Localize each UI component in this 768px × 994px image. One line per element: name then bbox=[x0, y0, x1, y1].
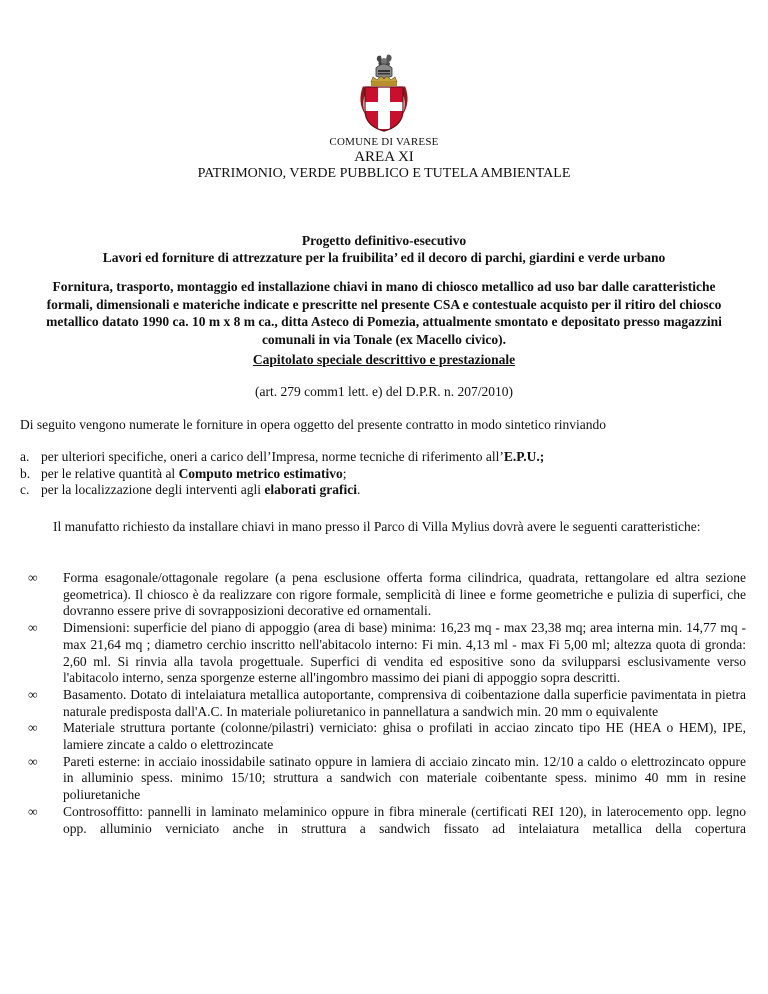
feature-text: Materiale struttura portante (colonne/pilastri) verniciato: ghisa o profilati in acciao zincato tipo HE (HEA o HEM), IPE, lamiere zincate a caldo o elettrozincate bbox=[63, 720, 746, 753]
list-bold-term: Computo metrico estimativo bbox=[178, 465, 343, 481]
list-after: . bbox=[357, 482, 361, 497]
list-text: per le relative quantità al bbox=[41, 465, 179, 481]
feature-text: Pareti esterne: in acciaio inossidabile satinato oppure in lamiera di acciaio zincato min. 12/10 a caldo o elettrozincato oppure in alluminio spess. minimo 15/10; struttura a sandwich con materiale coibentante spess. minimo 40 mm in resine poliuretaniche bbox=[63, 753, 746, 803]
infinity-bullet-icon: ∞ bbox=[28, 753, 38, 769]
project-subtitle: Lavori ed forniture di attrezzature per la fruibilita’ ed il decoro di parchi, giardini e verde urbano bbox=[102, 250, 666, 265]
feature-item bbox=[20, 620, 746, 687]
infinity-bullet-icon: ∞ bbox=[28, 686, 38, 702]
project-title: Progetto definitivo-esecutivo bbox=[301, 233, 467, 248]
feature-text: Dimensioni: superficie del piano di appoggio (area di base) minima: 16,23 mq - max 23,38 mq; area interna min. 14,77 mq - max 21,64 mq ; diametro cerchio inscritto nell'abitacolo interno: Fi min. 4,13 ml - max Fi 5,00 ml; altezza quota di gronda: 2,60 ml. Si rinvia alla tavola progettuale. Superfici di vendita ed espositive sono da svilupparsi esclusivamente verso l'abitacolo interno, senza sporgenze esterne all'ingombro massimo dei piani di appoggio sopra descritti. bbox=[63, 620, 746, 686]
features-list bbox=[20, 570, 746, 837]
coat-of-arms-logo bbox=[357, 52, 411, 134]
list-item bbox=[20, 449, 740, 466]
list-letter: a. bbox=[20, 449, 30, 464]
feature-item bbox=[20, 687, 746, 720]
body-paragraph: Il manufatto richiesto da installare chiavi in mano presso il Parco di Villa Mylius dovrà avere le seguenti caratteristiche: bbox=[53, 519, 701, 534]
department-title: PATRIMONIO, VERDE PUBBLICO E TUTELA AMBIENTALE bbox=[197, 166, 571, 181]
list-letter: c. bbox=[20, 482, 30, 497]
infinity-bullet-icon: ∞ bbox=[28, 720, 38, 736]
list-bold-term: E.P.U.; bbox=[503, 449, 545, 464]
intro-text: Di seguito vengono numerate le forniture in opera oggetto del presente contratto in modo sintetico rinviando bbox=[20, 417, 606, 432]
area-title: AREA XI bbox=[354, 149, 414, 165]
reference-list bbox=[20, 449, 740, 499]
municipality-name: COMUNE DI VARESE bbox=[329, 136, 439, 148]
list-bold-term: elaborati grafici bbox=[264, 482, 358, 497]
feature-item bbox=[20, 754, 746, 804]
capitolato-title: Capitolato speciale descrittivo e prestazionale bbox=[252, 352, 516, 367]
list-letter: b. bbox=[20, 465, 31, 481]
fornitura-description: Fornitura, trasporto, montaggio ed installazione chiavi in mano di chiosco metallico ad uso bar dalle caratteristiche formali, dimensionali e materiche indicate e prescritte nel presente CSA e contestuale acquisto per il ritiro del chiosco metallico datato 1990 ca. 10 m x 8 m ca., ditta Asteco di Pomezia, attualmente smontato e depositato presso magazzini comunali in via Tonale (ex Macello civico). bbox=[46, 279, 722, 347]
feature-text: Forma esagonale/ottagonale regolare (a pena esclusione offerta forma cilindrica, quadrata, rettangolare ed altra sezione geometrica). Il chiosco è da realizzare con rigore formale, semplicità di linee e forme geometriche e pulizia di superfici, che dovranno essere prive di sovrapposizioni decorative ed ornamentali. bbox=[63, 570, 746, 619]
infinity-bullet-icon: ∞ bbox=[28, 803, 38, 819]
feature-item bbox=[20, 720, 746, 753]
feature-text: Basamento. Dotato di intelaiatura metallica autoportante, comprensiva di coibentazione dalla superficie pavimentata in pietra naturale predisposta dall'A.C. In materiale poliuretanico in pannellatura a sandwich min. 20 mm o equivalente bbox=[63, 686, 746, 719]
feature-item bbox=[20, 570, 746, 620]
infinity-bullet-icon: ∞ bbox=[28, 570, 38, 585]
feature-text: Controsoffitto: pannelli in laminato melaminico oppure in fibra minerale (certificati REI 120), in laterocemento opp. legno opp. alluminio verniciato anche in struttura a sandwich fissato ad intelaiatura metallica della copertura bbox=[63, 803, 746, 836]
list-text: per la localizzazione degli interventi agli bbox=[41, 482, 265, 497]
list-item bbox=[20, 466, 740, 483]
legal-reference: (art. 279 comm1 lett. e) del D.P.R. n. 207/2010) bbox=[255, 384, 513, 399]
infinity-bullet-icon: ∞ bbox=[28, 620, 38, 636]
list-after: ; bbox=[342, 465, 347, 481]
feature-item bbox=[20, 804, 746, 837]
list-item bbox=[20, 482, 740, 499]
list-text: per ulteriori specifiche, oneri a carico dell’Impresa, norme tecniche di riferimento all’ bbox=[41, 449, 504, 464]
